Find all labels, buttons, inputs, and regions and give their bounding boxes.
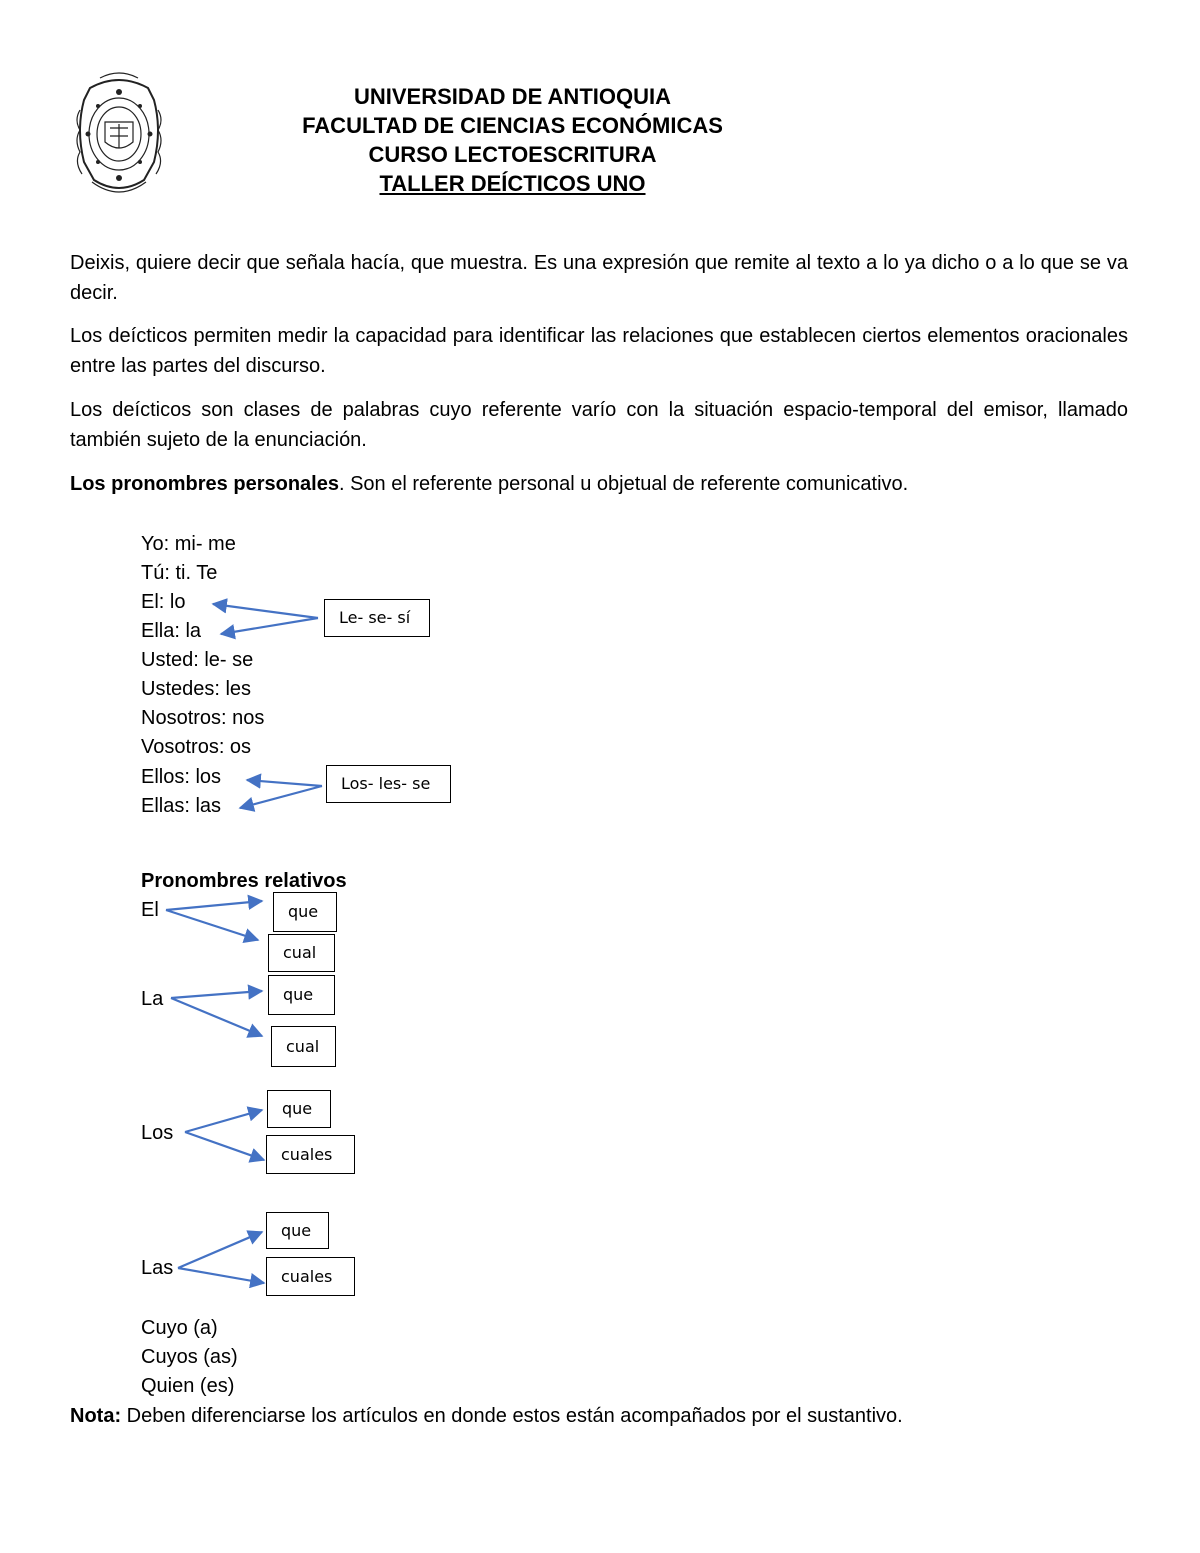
relative-label-los: Los [141, 1122, 174, 1144]
list-item: El: lo [141, 591, 186, 613]
box-los-cuales: cuales [266, 1135, 355, 1174]
list-item: Vosotros: os [141, 736, 252, 758]
list-item: Cuyos (as) [141, 1346, 238, 1368]
arrow-los-to-cuales [185, 1132, 264, 1160]
pronombres-personales-text: . Son el referente personal u objetual de referente comunicativo. [338, 473, 909, 495]
paragraph-deixis: Deixis, quiere decir que señala hacía, que muestra. Es una expresión que remite al texto a lo ya dicho o a lo que se va decir. [70, 252, 1128, 304]
arrow-las-to-cuales [178, 1268, 264, 1283]
note-label: Nota: [70, 1405, 122, 1427]
header-faculty: FACULTAD DE CIENCIAS ECONÓMICAS [302, 113, 723, 138]
relative-label-el: El [141, 899, 159, 921]
arrow-las-to-que [178, 1232, 262, 1268]
arrow-los-to-que [185, 1110, 262, 1132]
arrow-le-se-si-to-ella [221, 618, 318, 634]
list-item: Nosotros: nos [141, 707, 265, 729]
arrow-los-les-se-to-ellas [240, 786, 322, 808]
relative-label-las: Las [141, 1257, 174, 1279]
list-item: Quien (es) [141, 1375, 235, 1397]
header-course: CURSO LECTOESCRITURA [368, 142, 657, 167]
arrow-los-les-se-to-ellos [247, 780, 322, 786]
list-item: Tú: ti. Te [141, 562, 218, 584]
arrow-le-se-si-to-el [213, 604, 318, 618]
arrow-la-to-cual [171, 998, 262, 1036]
list-item: Ellas: las [141, 795, 222, 817]
pronombres-relativos-heading: Pronombres relativos [141, 870, 347, 892]
arrow-la-to-que [171, 991, 262, 998]
page-title: TALLER DEÍCTICOS UNO [379, 171, 646, 196]
header-university: UNIVERSIDAD DE ANTIOQUIA [354, 84, 671, 109]
box-los-que: que [267, 1090, 331, 1128]
list-item: Ustedes: les [141, 678, 252, 700]
paragraph-deicticos-capacidad: Los deícticos permiten medir la capacidad para identificar las relaciones que establecen ciertos elementos oracionales entre las partes del discurso. [70, 325, 1128, 377]
list-item: Yo: mi- me [141, 533, 236, 555]
relative-label-la: La [141, 988, 164, 1010]
box-el-que: que [273, 892, 337, 932]
box-los-les-se: Los- les- se [326, 765, 451, 803]
list-item: Cuyo (a) [141, 1317, 218, 1339]
box-la-que: que [268, 975, 335, 1015]
arrow-el-to-que [166, 901, 262, 910]
box-le-se-si: Le- se- sí [324, 599, 430, 637]
note-text: Deben diferenciarse los artículos en donde estos están acompañados por el sustantivo. [121, 1405, 903, 1427]
box-el-cual: cual [268, 934, 335, 972]
list-item: Ellos: los [141, 766, 222, 788]
paragraph-deicticos-clases: Los deícticos son clases de palabras cuyo referente varío con la situación espacio-temporal del emisor, llamado también sujeto de la enunciación. [70, 399, 1128, 451]
list-item: Ella: la [141, 620, 202, 642]
arrow-el-to-cual [166, 910, 258, 940]
box-las-que: que [266, 1212, 329, 1249]
list-item: Usted: le- se [141, 649, 254, 671]
box-la-cual: cual [271, 1026, 336, 1067]
pronombres-personales-heading: Los pronombres personales [70, 473, 339, 495]
box-las-cuales: cuales [266, 1257, 355, 1296]
